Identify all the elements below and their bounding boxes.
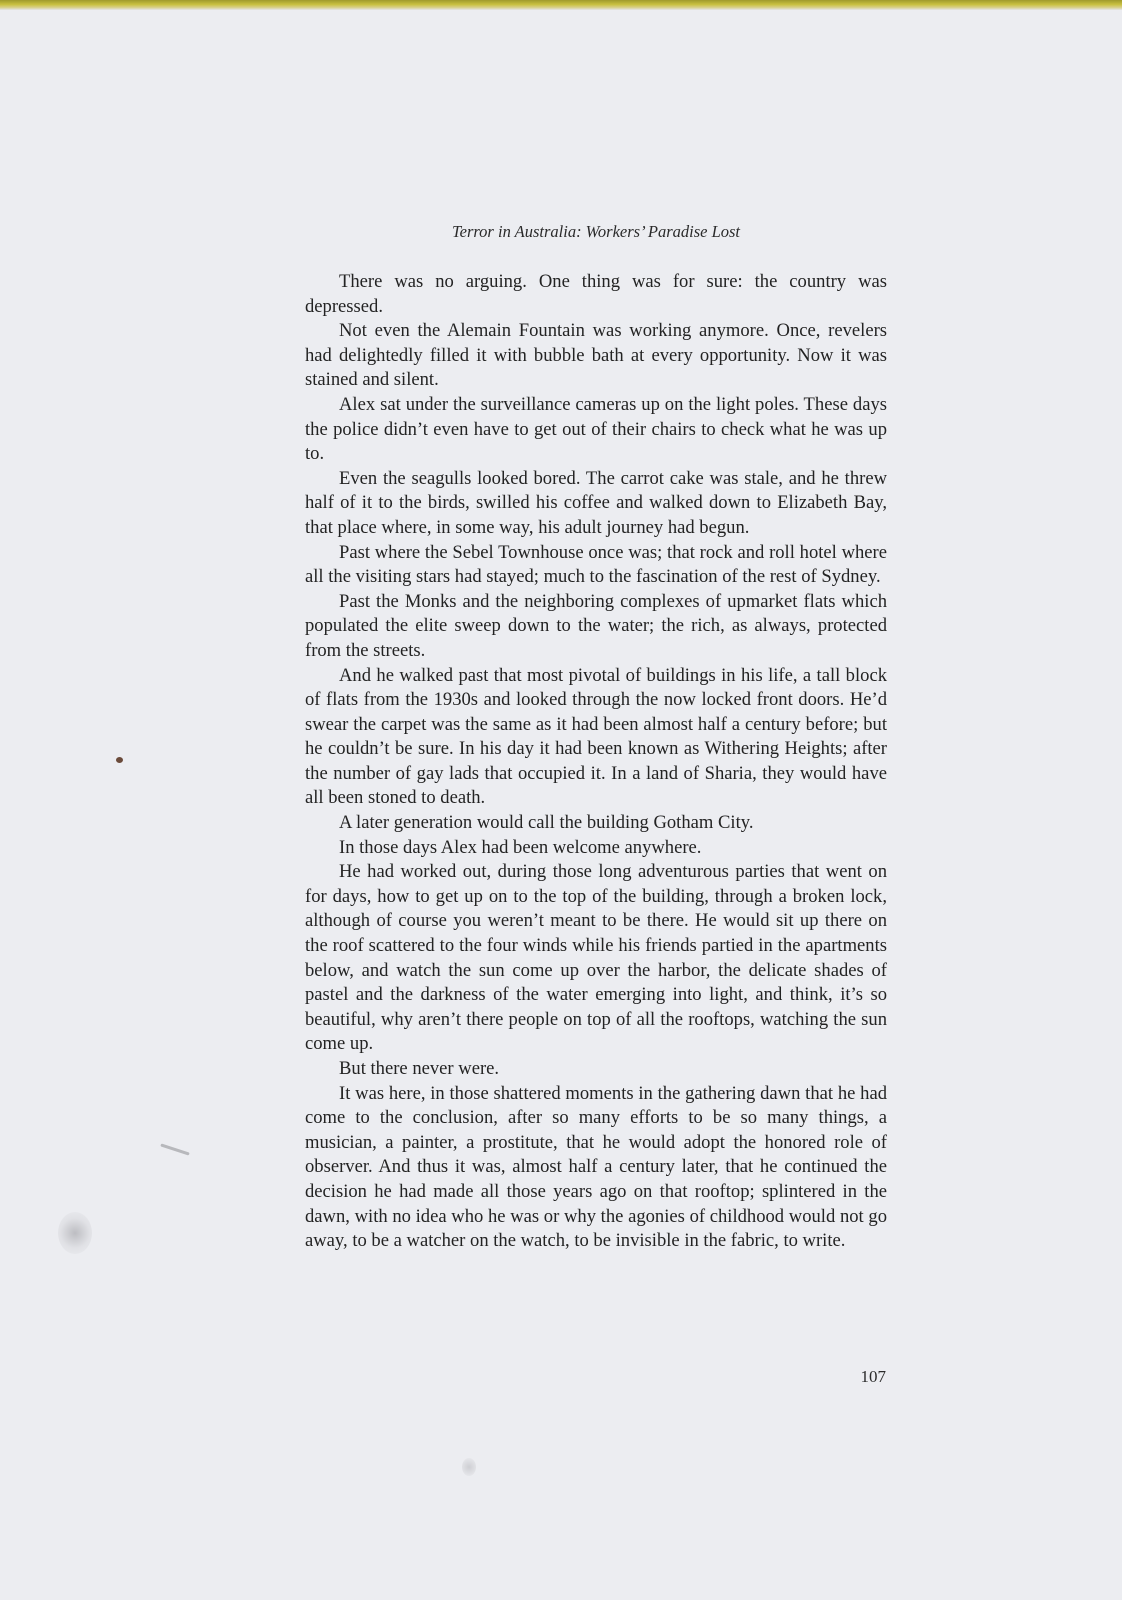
- paper-smudge: [462, 1458, 476, 1476]
- paragraph: Past where the Sebel Townhouse once was; that rock and roll hotel where all the visiting stars had stayed; much to the fascination of the rest of Sydney.: [305, 541, 887, 588]
- page-number: 107: [860, 1367, 886, 1386]
- paragraph: He had worked out, during those long adventurous parties that went on for days, how to get up on to the top of the building, through a broken lock, although of course you weren’t meant to be there. He would sit up there on the roof scattered to the four winds while his friends partied in the apartments below, and watch the sun come up over the harbor, the delicate shades of pastel and the darkness of the water emerging into light, and think, it’s so beautiful, why aren’t there people on top of all the rooftops, watching the sun come up.: [305, 861, 887, 1055]
- paragraph: It was here, in those shattered moments in the gathering dawn that he had come to the conclusion, after so many efforts to be so many things, a musician, a painter, a prostitute, that he would adopt the honored role of observer. And thus it was, almost half a century later, that he continued the decision he had made all those years ago on that rooftop; splintered in the dawn, with no idea who he was or why the agonies of childhood would not go away, to be a watcher on the watch, to be invisible in the fabric, to write.: [305, 1082, 887, 1252]
- paragraph: Not even the Alemain Fountain was working anymore. Once, revelers had delightedly filled it with bubble bath at every opportunity. Now it was stained and silent.: [305, 320, 887, 391]
- scan-top-edge: [0, 0, 1122, 10]
- paper-mark: [160, 1143, 189, 1155]
- paragraph: And he walked past that most pivotal of buildings in his life, a tall block of flats from the 1930s and looked through the now locked front doors. He’d swear the carpet was the same as it had been almost half a century before; but he couldn’t be sure. In his day it had been known as Withering Heights; after the number of gay lads that occupied it. In a land of Sharia, they would have all been stoned to death.: [305, 664, 887, 809]
- paragraph: Even the seagulls looked bored. The carrot cake was stale, and he threw half of it to the birds, swilled his coffee and walked down to Elizabeth Bay, that place where, in some way, his adult journey had begun.: [305, 467, 887, 538]
- paragraph: There was no arguing. One thing was for sure: the country was depressed.: [305, 271, 887, 317]
- paragraph: But there never were.: [339, 1058, 500, 1079]
- paragraph: In those days Alex had been welcome anywhere.: [339, 836, 702, 858]
- paper-smudge: [58, 1212, 92, 1254]
- running-header: Terror in Australia: Workers’ Paradise Lost: [451, 222, 741, 241]
- paragraph: Alex sat under the surveillance cameras up on the light poles. These days the police didn’t even have to get out of their chairs to check what he was up to.: [305, 393, 887, 465]
- paper-speck: [116, 757, 123, 763]
- body-text: [305, 270, 887, 1254]
- paragraph: Past the Monks and the neighboring complexes of upmarket flats which populated the elite sweep down to the water; the rich, as always, protected from the streets.: [305, 590, 887, 661]
- paragraph: A later generation would call the building Gotham City.: [339, 812, 754, 834]
